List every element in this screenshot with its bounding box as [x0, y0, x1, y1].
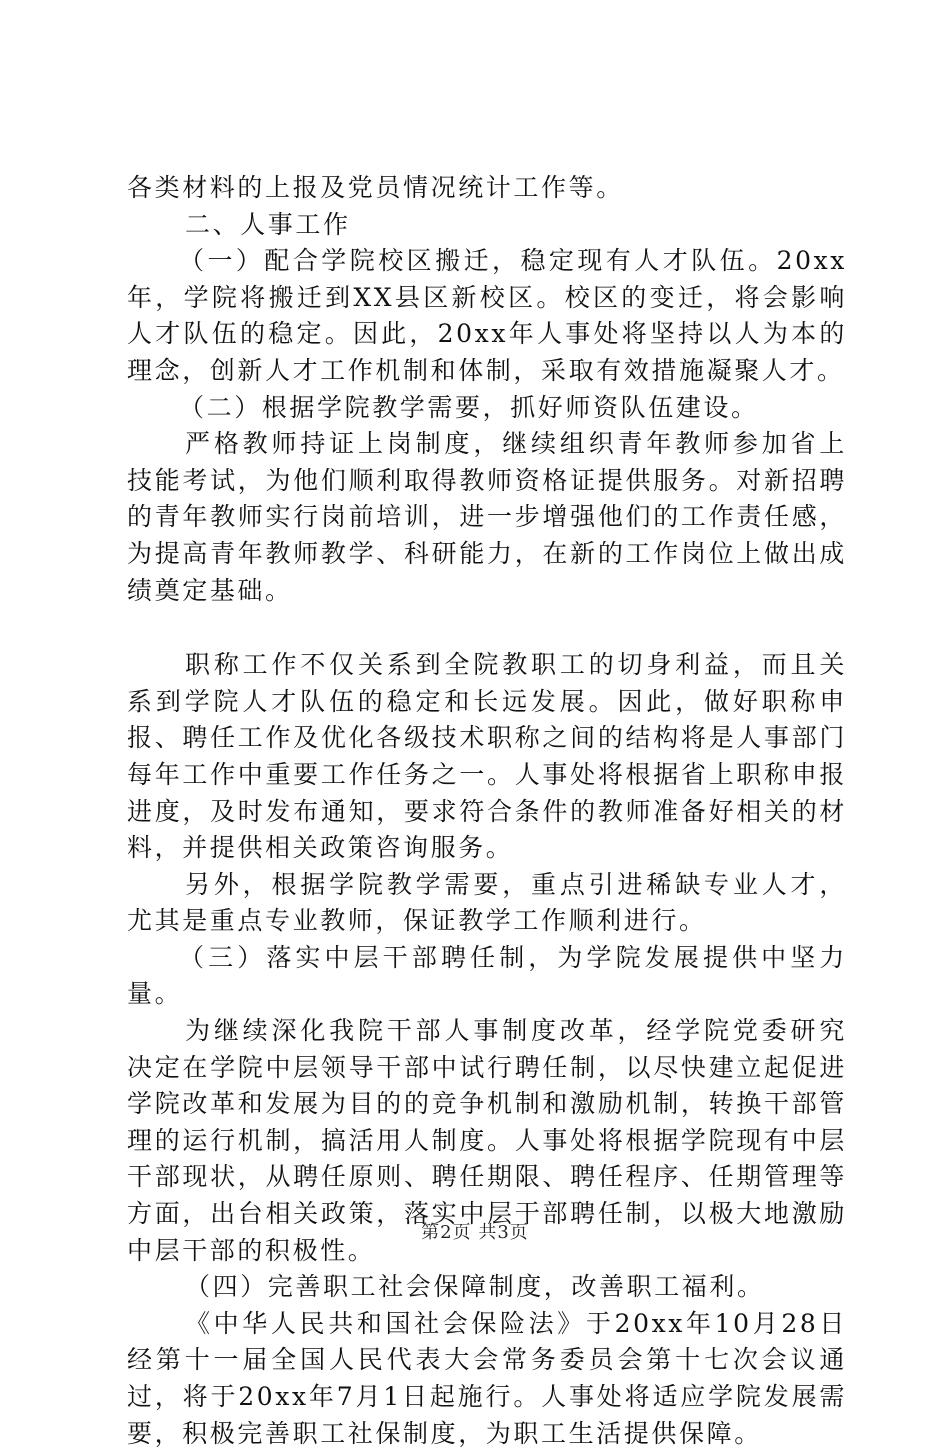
paragraph-teacher-certification: 严格教师持证上岗制度，继续组织青年教师参加省上技能考试，为他们顺利取得教师资格证提供服务。对新招聘的青年教师实行岗前培训，进一步增强他们的工作责任感，为提高青年教师教学、科研能力，在新的工作岗位上做出成绩奠定基础。 [127, 429, 847, 605]
document-body [127, 170, 847, 1452]
paragraph-cadre-appointment: 为继续深化我院干部人事制度改革，经学院党委研究决定在学院中层领导干部中试行聘任制，以尽快建立起促进学院改革和发展为目的的竞争机制和激励机制，转换干部管理的运行机制，搞活用人制度。人事处将根据学院现有中层干部现状，从聘任原则、聘任期限、聘任程序、任期管理等方面，出台相关政策，落实中层干部聘任制，以极大地激励中层干部的积极性。 [127, 1016, 847, 1265]
paragraph-social-insurance-law: 《中华人民共和国社会保险法》于20xx年10月28日经第十一届全国人民代表大会常务委员会第十七次会议通过，将于20xx年7月1日起施行。人事处将适应学院发展需要，积极完善职工社保制度，为职工生活提供保障。 [127, 1308, 847, 1448]
paragraph-talent-introduction: 另外，根据学院教学需要，重点引进稀缺专业人才，尤其是重点专业教师，保证教学工作顺利进行。 [127, 869, 847, 936]
subheading-faculty-building: （二）根据学院教学需要，抓好师资队伍建设。 [179, 392, 759, 422]
paragraph-professional-titles: 职称工作不仅关系到全院教职工的切身利益，而且关系到学院人才队伍的稳定和长远发展。因此，做好职称申报、聘任工作及优化各级技术职称之间的结构将是人事部门每年工作中重要工作任务之一。人事处将根据省上职称申报进度，及时发布通知，要求符合条件的教师准备好相关的材料，并提供相关政策咨询服务。 [127, 650, 847, 863]
page-number-footer: 第2页 共3页 [421, 1222, 529, 1243]
paragraph-campus-relocation: （一）配合学院校区搬迁，稳定现有人才队伍。20xx年，学院将搬迁到XX县区新校区。校区的变迁，将会影响人才队伍的稳定。因此，20xx年人事处将坚持以人为本的理念，创新人才工作机制和体制，采取有效措施凝聚人才。 [127, 246, 847, 385]
section-heading-personnel-work: 二、人事工作 [185, 209, 351, 239]
paragraph-spacer [127, 609, 847, 647]
paragraph-party-materials: 各类材料的上报及党员情况统计工作等。 [127, 173, 624, 202]
subheading-social-security: （四）完善职工社会保障制度，改善职工福利。 [185, 1272, 765, 1302]
subheading-middle-cadres: （三）落实中层干部聘任制，为学院发展提供中坚力量。 [127, 942, 847, 1009]
